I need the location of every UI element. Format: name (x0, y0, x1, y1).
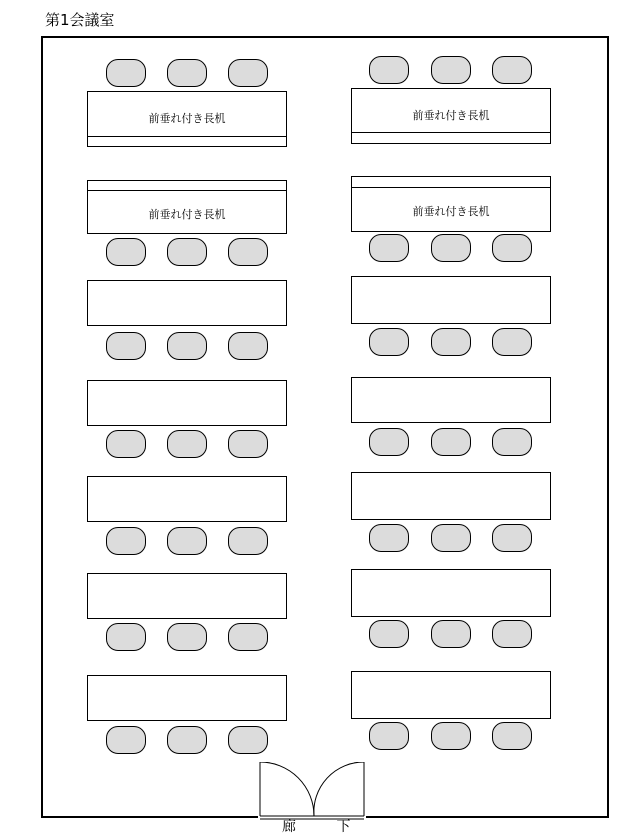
chair (369, 56, 409, 84)
chair (492, 234, 532, 262)
chair (228, 238, 268, 266)
chair (167, 59, 207, 87)
desk (351, 276, 551, 324)
chair (106, 527, 146, 555)
chair (369, 524, 409, 552)
desk (87, 380, 287, 426)
double-door (258, 762, 366, 820)
chair (106, 59, 146, 87)
chair (228, 527, 268, 555)
chair (492, 524, 532, 552)
chair (492, 620, 532, 648)
room-title: 第1会議室 (45, 11, 115, 29)
apron-desk (87, 180, 287, 234)
chair (431, 620, 471, 648)
desk (87, 280, 287, 326)
chair (369, 722, 409, 750)
desk-label: 前垂れ付き長机 (148, 112, 226, 125)
apron-desk (351, 176, 551, 232)
desk-label: 前垂れ付き長机 (412, 205, 490, 218)
chair (431, 722, 471, 750)
chair (431, 56, 471, 84)
chair (167, 238, 207, 266)
desk (351, 671, 551, 719)
chair (492, 56, 532, 84)
chair (228, 332, 268, 360)
chair (106, 238, 146, 266)
chair (167, 623, 207, 651)
chair (106, 623, 146, 651)
apron-desk (351, 88, 551, 144)
desk (87, 573, 287, 619)
chair (228, 726, 268, 754)
chair (228, 59, 268, 87)
chair (167, 332, 207, 360)
chair (167, 726, 207, 754)
chair (369, 234, 409, 262)
desk-apron-line (88, 136, 286, 137)
chair (106, 332, 146, 360)
desk (351, 569, 551, 617)
chair (492, 328, 532, 356)
desk-apron-line (88, 190, 286, 191)
chair (228, 623, 268, 651)
chair (431, 234, 471, 262)
chair (106, 726, 146, 754)
corridor-label: 廊 下 (282, 819, 369, 835)
chair (167, 430, 207, 458)
room-floor-plan (41, 36, 609, 818)
chair (492, 428, 532, 456)
chair (369, 328, 409, 356)
desk-apron-line (352, 132, 550, 133)
desk-label: 前垂れ付き長机 (412, 109, 490, 122)
chair (431, 524, 471, 552)
desk-label: 前垂れ付き長机 (148, 208, 226, 221)
chair (431, 428, 471, 456)
chair (369, 620, 409, 648)
chair (369, 428, 409, 456)
apron-desk (87, 91, 287, 147)
desk (87, 675, 287, 721)
desk-apron-line (352, 187, 550, 188)
desk (87, 476, 287, 522)
desk (351, 377, 551, 423)
chair (228, 430, 268, 458)
chair (431, 328, 471, 356)
desk (351, 472, 551, 520)
chair (106, 430, 146, 458)
chair (167, 527, 207, 555)
chair (492, 722, 532, 750)
